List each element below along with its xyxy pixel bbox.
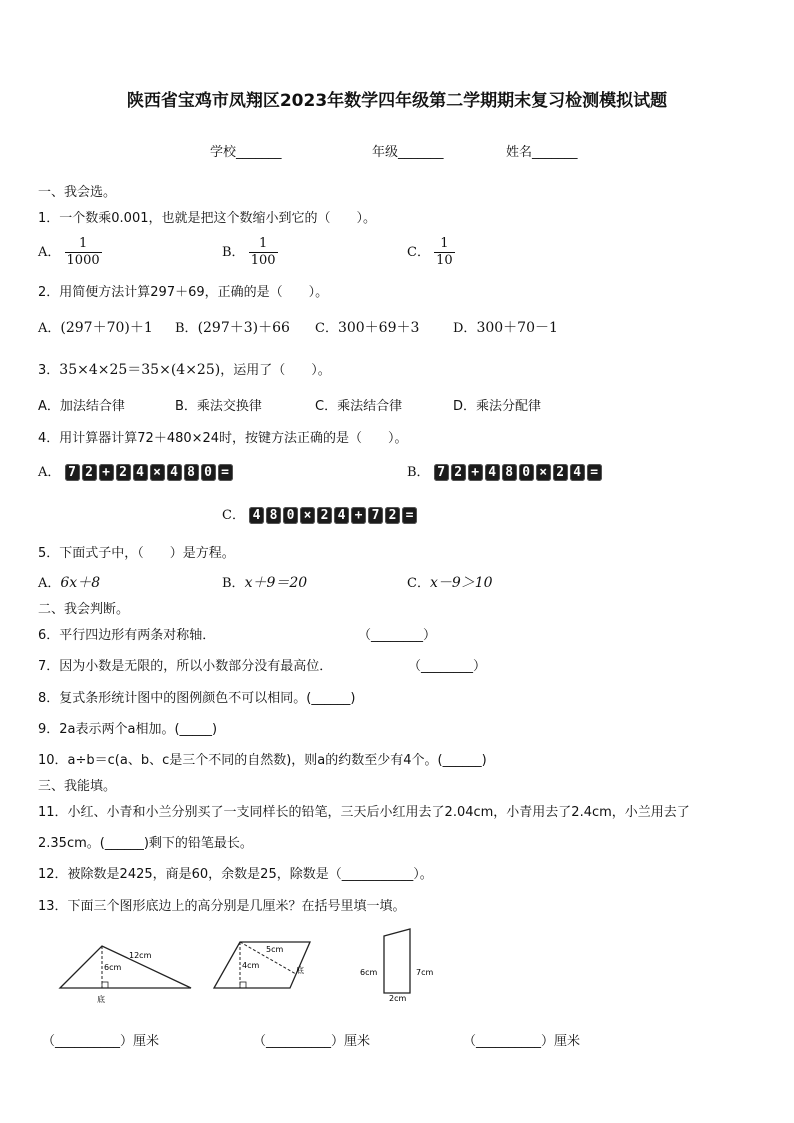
fraction: $\frac{1}{1000}$ bbox=[66, 236, 100, 268]
trapezoid-left-label: 6cm bbox=[360, 968, 378, 977]
calculator-key: 0 bbox=[519, 464, 534, 481]
calculator-key: + bbox=[468, 464, 483, 481]
triangle-shape bbox=[60, 946, 191, 988]
trapezoid-figure bbox=[355, 925, 445, 1005]
calculator-key: 4 bbox=[133, 464, 148, 481]
question-10-text: 10．a÷b＝c(a、b、c是三个不同的自然数)，则a的约数至少有4个。(______) bbox=[38, 753, 487, 768]
calculator-key-sequence bbox=[65, 464, 233, 481]
question-1-option-b[interactable] bbox=[222, 236, 278, 269]
calculator-key: 8 bbox=[502, 464, 517, 481]
question-2-option-a[interactable]: A．(297＋70)＋1 bbox=[38, 320, 153, 336]
school-field[interactable]: 学校_______ bbox=[210, 145, 282, 160]
calculator-key: 8 bbox=[184, 464, 199, 481]
calculator-key: 2 bbox=[116, 464, 131, 481]
question-11-line-2: 2.35cm。(______)剩下的铅笔最长。 bbox=[38, 836, 253, 851]
question-4-option-a[interactable]: A． 7 2 + 2 4 × 4 8 0 = bbox=[38, 461, 233, 481]
option-label: B． bbox=[222, 245, 245, 260]
calculator-key: 0 bbox=[283, 507, 298, 524]
question-11-line-1: 11．小红、小青和小兰分别买了一支同样长的铅笔，三天后小红用去了2.04cm，小青用去了2.4cm，小兰用去了 bbox=[38, 805, 690, 820]
question-2-option-d[interactable]: D．300＋70－1 bbox=[453, 320, 558, 336]
question-5-option-a[interactable]: A．6x＋8 bbox=[38, 575, 101, 591]
section-heading-3: 三、我能填。 bbox=[38, 779, 117, 794]
parallelogram-figure bbox=[210, 938, 320, 998]
option-label: A． bbox=[38, 245, 61, 260]
question-7-answer-blank[interactable]: （________） bbox=[408, 659, 487, 674]
question-12-text: 12．被除数是2425，商是60，余数是25，除数是（___________）。 bbox=[38, 867, 433, 882]
question-6-answer-blank[interactable]: （________） bbox=[358, 628, 437, 643]
calculator-key: 7 bbox=[65, 464, 80, 481]
calculator-key: 4 bbox=[334, 507, 349, 524]
calculator-key: 2 bbox=[385, 507, 400, 524]
question-3-option-d[interactable]: D．乘法分配律 bbox=[453, 399, 542, 414]
question-4-text: 4．用计算器计算72＋480×24时，按键方法正确的是（ ）。 bbox=[38, 431, 408, 446]
calculator-key: + bbox=[351, 507, 366, 524]
calculator-key: 7 bbox=[368, 507, 383, 524]
parallelogram-height-label: 4cm bbox=[242, 961, 260, 970]
calculator-key-sequence bbox=[434, 464, 602, 481]
question-13-answer-2[interactable]: （__________）厘米 bbox=[253, 1034, 371, 1049]
question-1-option-c[interactable] bbox=[407, 236, 455, 269]
calculator-key: 8 bbox=[266, 507, 281, 524]
calculator-key: 2 bbox=[317, 507, 332, 524]
parallelogram-side-label: 底 bbox=[296, 966, 304, 975]
grade-field[interactable]: 年级_______ bbox=[372, 145, 444, 160]
question-5-text: 5．下面式子中，（ ）是方程。 bbox=[38, 546, 235, 561]
triangle-figure bbox=[55, 940, 200, 1010]
fraction: $\frac{1}{10}$ bbox=[436, 236, 453, 268]
question-1-option-a[interactable] bbox=[38, 236, 102, 269]
question-13-answer-1[interactable]: （__________）厘米 bbox=[42, 1034, 160, 1049]
section-heading-2: 二、我会判断。 bbox=[38, 602, 130, 617]
question-3-option-c[interactable]: C．乘法结合律 bbox=[315, 399, 403, 414]
parallelogram-top-label: 5cm bbox=[266, 945, 284, 954]
calculator-key: 4 bbox=[570, 464, 585, 481]
calculator-key: 2 bbox=[82, 464, 97, 481]
calculator-key: 4 bbox=[167, 464, 182, 481]
triangle-slant-label: 12cm bbox=[129, 951, 152, 960]
calculator-key-sequence bbox=[249, 507, 417, 524]
question-6-text: 6．平行四边形有两条对称轴． bbox=[38, 628, 216, 643]
calculator-key: = bbox=[402, 507, 417, 524]
calculator-key: × bbox=[300, 507, 315, 524]
name-field[interactable]: 姓名_______ bbox=[506, 145, 578, 160]
calculator-key: = bbox=[587, 464, 602, 481]
question-8-text: 8．复式条形统计图中的图例颜色不可以相同。(______) bbox=[38, 691, 356, 706]
question-4-option-b[interactable]: B． 7 2 + 4 8 0 × 2 4 = bbox=[407, 461, 602, 481]
question-5-option-c[interactable]: C．x－9＞10 bbox=[407, 575, 493, 591]
question-5-option-b[interactable]: B．x＋9＝20 bbox=[222, 575, 308, 591]
question-3-option-a[interactable]: A．加法结合律 bbox=[38, 399, 125, 414]
triangle-height-label: 6cm bbox=[104, 963, 122, 972]
question-13-answer-3[interactable]: （__________）厘米 bbox=[463, 1034, 581, 1049]
question-7-text: 7．因为小数是无限的，所以小数部分没有最高位． bbox=[38, 659, 333, 674]
calculator-key: 0 bbox=[201, 464, 216, 481]
fraction: $\frac{1}{100}$ bbox=[250, 236, 276, 268]
page-title: 陕西省宝鸡市凤翔区2023年数学四年级第二学期期末复习检测模拟试题 bbox=[126, 91, 668, 111]
calculator-key: 4 bbox=[249, 507, 264, 524]
calculator-key: 7 bbox=[434, 464, 449, 481]
section-heading-1: 一、我会选。 bbox=[38, 185, 117, 200]
question-2-text: 2．用简便方法计算297＋69，正确的是（ ）。 bbox=[38, 285, 329, 300]
calculator-key: 4 bbox=[485, 464, 500, 481]
calculator-key: = bbox=[218, 464, 233, 481]
question-3-option-b[interactable]: B．乘法交换律 bbox=[175, 399, 262, 414]
trapezoid-shape bbox=[384, 929, 410, 993]
question-2-option-b[interactable]: B．(297＋3)＋66 bbox=[175, 320, 290, 336]
right-angle-mark bbox=[240, 982, 246, 988]
question-2-option-c[interactable]: C．300＋69＋3 bbox=[315, 320, 420, 336]
question-4-option-c[interactable]: C． 4 8 0 × 2 4 + 7 2 = bbox=[222, 504, 417, 524]
trapezoid-right-label: 7cm bbox=[416, 968, 434, 977]
question-3-text: 3．35×4×25＝35×(4×25)，运用了（ ）。 bbox=[38, 362, 331, 378]
parallelogram-shape bbox=[214, 942, 310, 988]
trapezoid-bottom-label: 2cm bbox=[389, 994, 407, 1003]
question-9-text: 9．2a表示两个a相加。(_____) bbox=[38, 722, 218, 737]
calculator-key: 2 bbox=[451, 464, 466, 481]
calculator-key: + bbox=[99, 464, 114, 481]
triangle-base-label: 底 bbox=[97, 995, 105, 1004]
calculator-key: × bbox=[150, 464, 165, 481]
calculator-key: 2 bbox=[553, 464, 568, 481]
question-1-text: 1．一个数乘0.001，也就是把这个数缩小到它的（ ）。 bbox=[38, 211, 376, 226]
question-13-text: 13．下面三个图形底边上的高分别是几厘米？在括号里填一填。 bbox=[38, 899, 406, 914]
calculator-key: × bbox=[536, 464, 551, 481]
option-label: C． bbox=[407, 245, 430, 260]
right-angle-mark bbox=[102, 982, 108, 988]
